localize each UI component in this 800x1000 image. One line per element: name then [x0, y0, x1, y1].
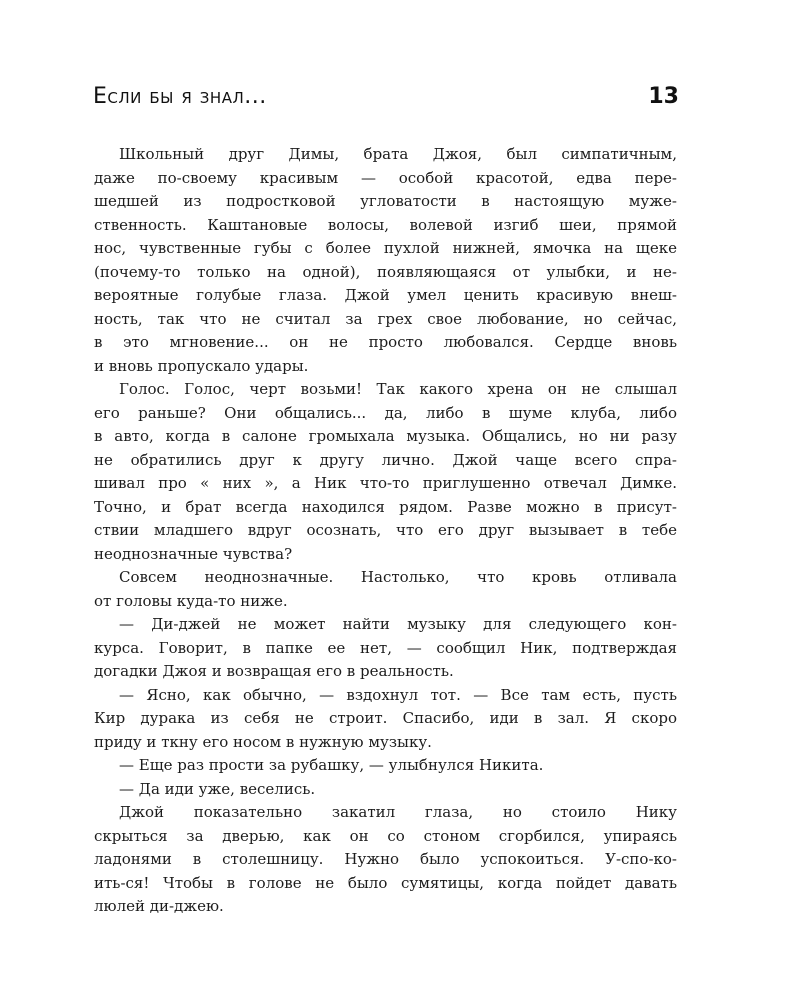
text-line: — Ясно, как обычно, — вздохнул тот. — Все там есть, пусть: [119, 685, 677, 704]
text-line: люлей ди-джею.: [94, 897, 224, 915]
text-line: Точно, и брат всегда находился рядом. Разве можно в присут-: [94, 497, 677, 516]
text-line: приду и ткну его носом в нужную музыку.: [94, 732, 432, 751]
text-line: шивал про « них », а Ник что-то приглушенно отвечал Димке.: [94, 474, 677, 492]
text-line: — Еще раз прости за рубашку, — улыбнулся Никита.: [119, 756, 544, 774]
text-line: Школьный друг Димы, брата Джоя, был симпатичным,: [119, 145, 677, 163]
text-line: скрыться за дверью, как он со стоном сгорбился, упираясь: [94, 826, 677, 845]
text-line: шедшей из подростковой угловатости в настоящую муже-: [94, 192, 677, 210]
text-line: ность, так что не считал за грех свое любование, но сейчас,: [94, 309, 677, 328]
text-line: Кир дурака из себя не строит. Спасибо, иди в зал. Я скоро: [94, 709, 677, 727]
text-line: и вновь пропускало удары.: [94, 356, 309, 375]
text-line: в это мгновение... он не просто любовался. Сердце вновь: [94, 333, 677, 351]
running-title: Если бы я знал...: [93, 84, 267, 109]
text-line: — Да иди уже, веселись.: [119, 779, 316, 798]
body-text: [94, 143, 677, 919]
text-line: курса. Говорит, в папке ее нет, — сообщил Ник, подтверждая: [94, 638, 677, 657]
text-line: ладонями в столешницу. Нужно было успокоиться. У-спо-ко-: [94, 850, 677, 868]
text-line: даже по-своему красивым — особой красотой, едва пере-: [94, 168, 677, 187]
text-line: в авто, когда в салоне громыхала музыка. Общались, но ни разу: [94, 427, 677, 445]
text-line: не обратились друг к другу лично. Джой чаще всего спра-: [94, 450, 677, 469]
text-line: Джой показательно закатил глаза, но стоило Нику: [119, 803, 677, 821]
text-line: вероятные голубые глаза. Джой умел ценить красивую внеш-: [94, 286, 677, 304]
text-line: от головы куда-то ниже.: [94, 591, 288, 610]
text-line: ить-ся! Чтобы в голове не было сумятицы, когда пойдет давать: [94, 873, 677, 892]
text-line: догадки Джоя и возвращая его в реальность.: [94, 662, 454, 680]
text-line: ственность. Каштановые волосы, волевой изгиб шеи, прямой: [94, 215, 677, 234]
text-line: Совсем неоднозначные. Настолько, что кровь отливала: [119, 568, 677, 586]
text-line: — Ди-джей не может найти музыку для следующего кон-: [119, 615, 677, 633]
page-number: 13: [648, 84, 679, 109]
text-line: ствии младшего вдруг осознать, что его друг вызывает в тебе: [94, 521, 677, 539]
text-line: нос, чувственные губы с более пухлой нижней, ямочка на щеке: [94, 239, 677, 257]
text-line: неоднозначные чувства?: [94, 544, 293, 563]
text-line: Голос. Голос, черт возьми! Так какого хрена он не слышал: [119, 380, 677, 398]
text-line: его раньше? Они общались... да, либо в шуме клуба, либо: [94, 403, 677, 422]
page-header: [93, 82, 679, 114]
text-line: (почему-то только на одной), появляющаяся от улыбки, и не-: [94, 262, 677, 281]
